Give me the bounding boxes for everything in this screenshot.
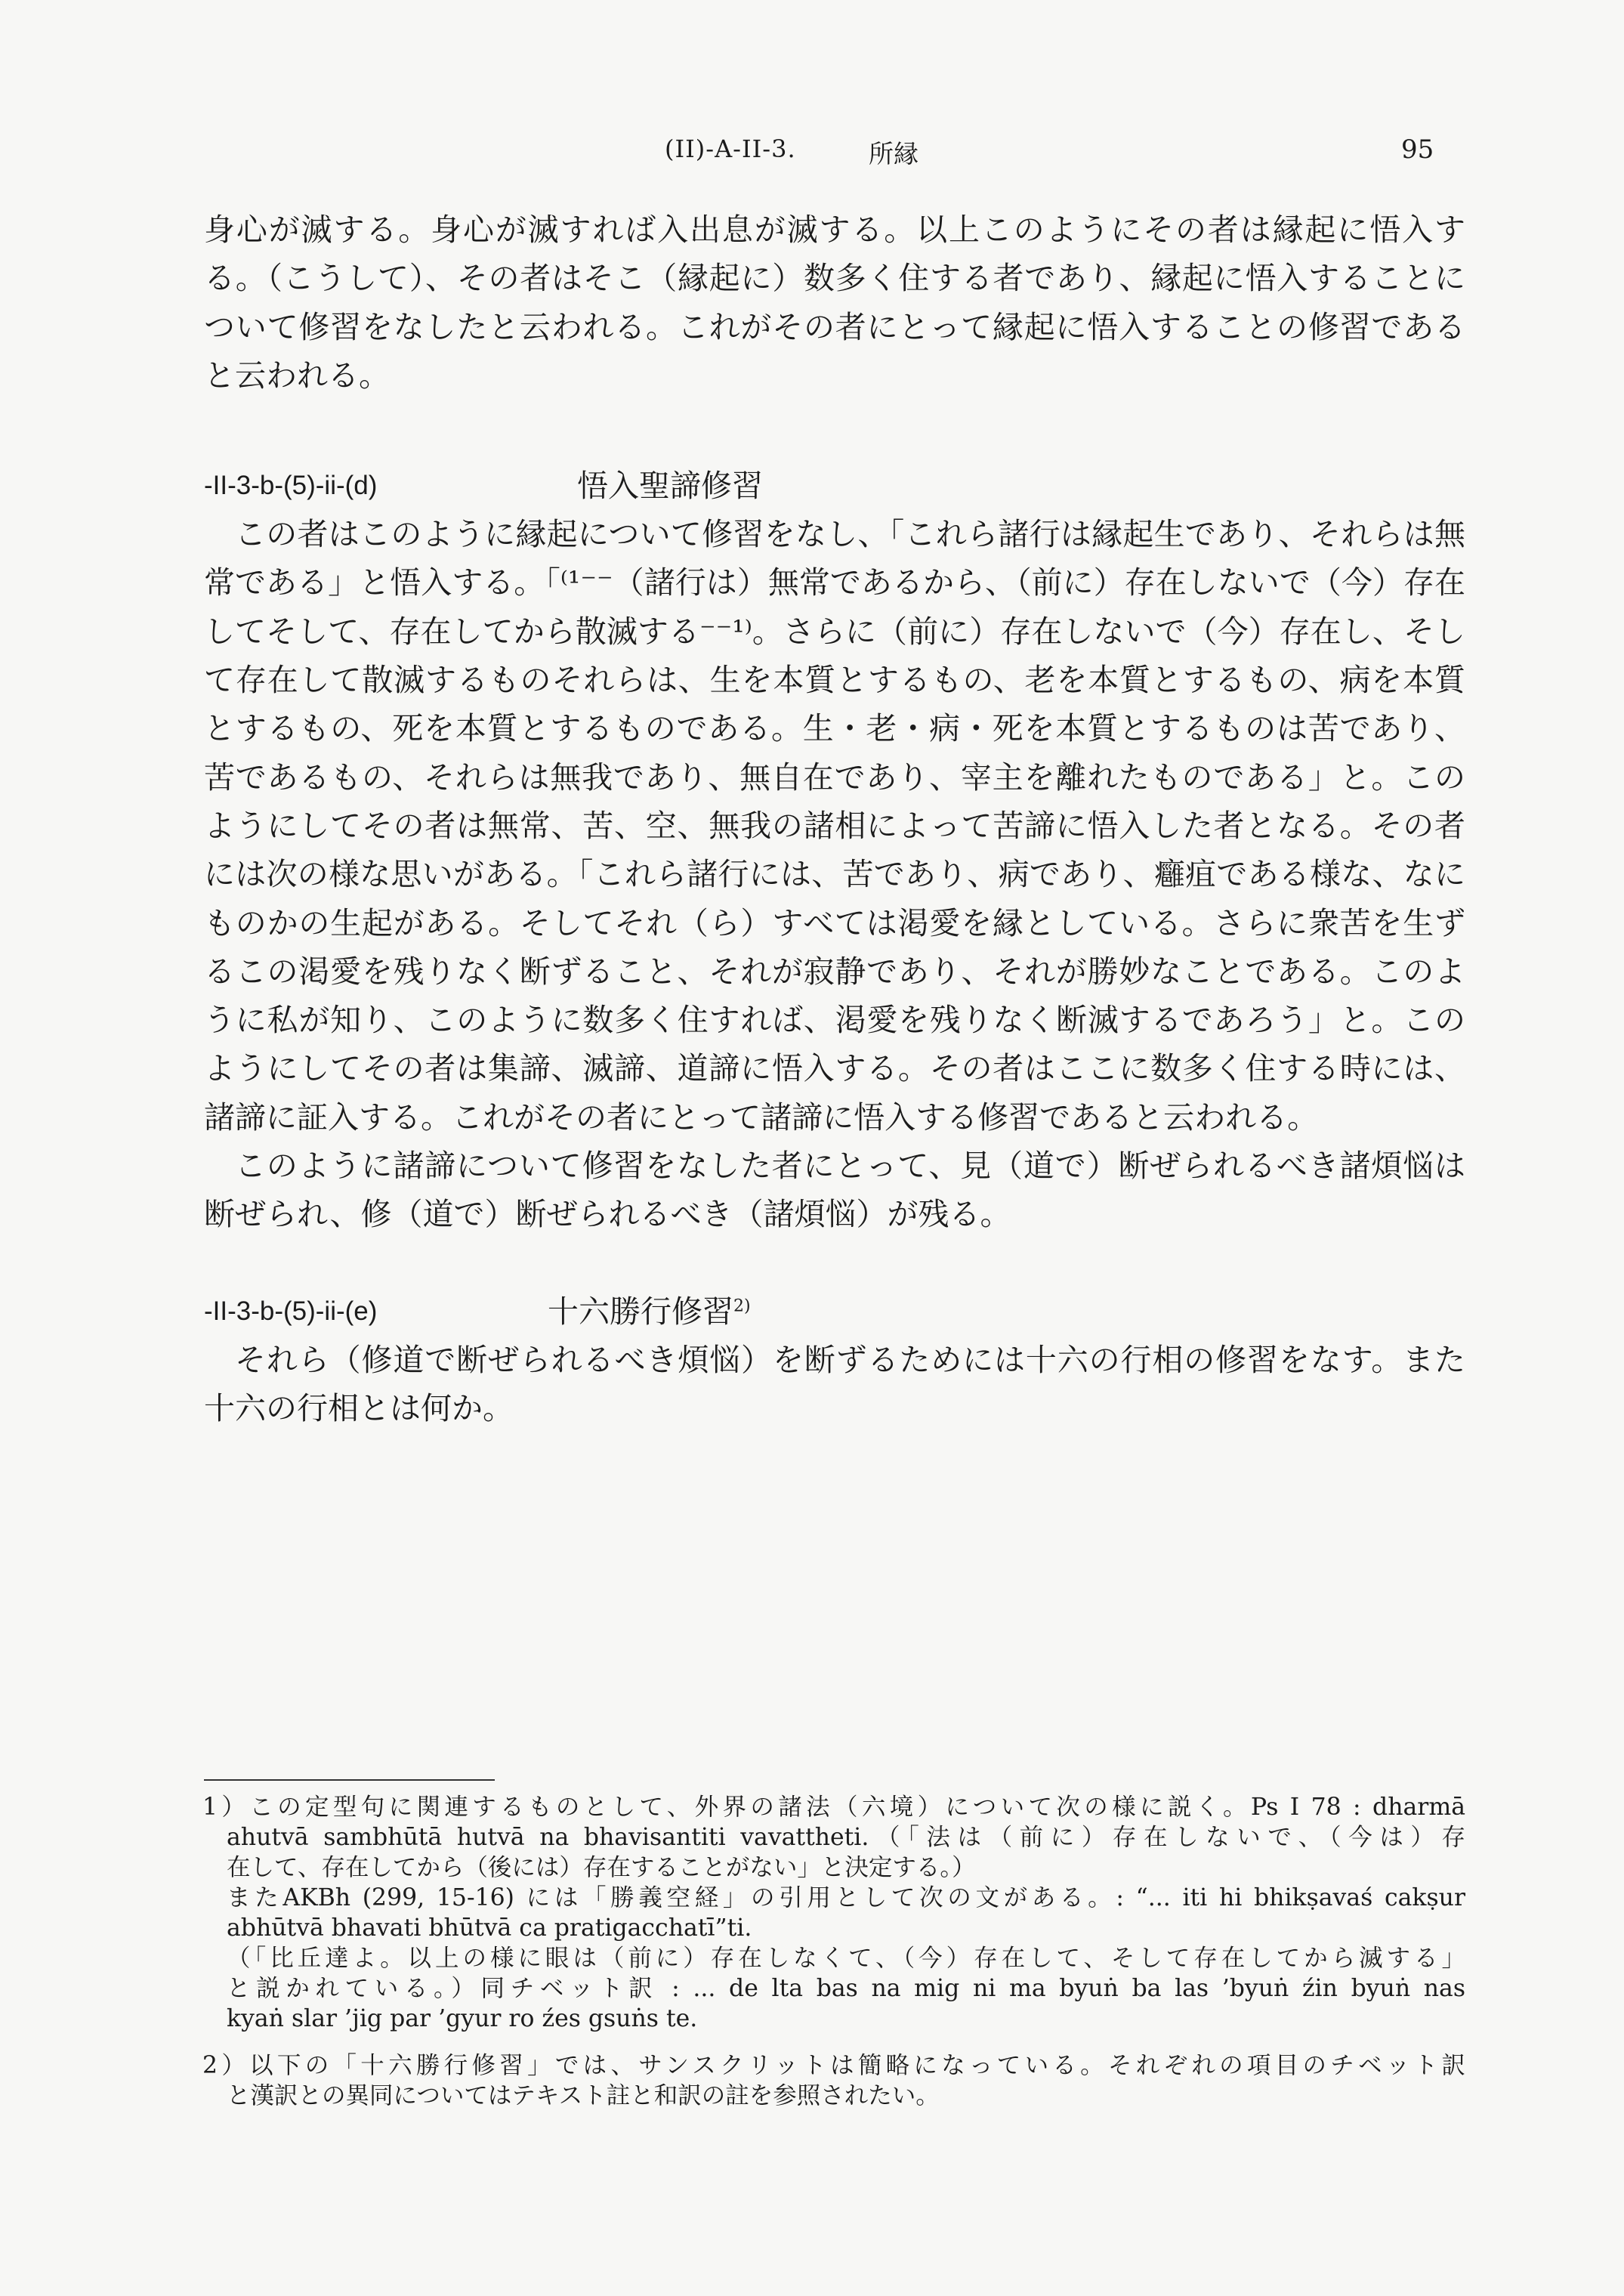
section-d-paragraph-1: この者はこのように縁起について修習をなし、「これら諸行は縁起生であり、それらは無常である」と悟入する。「⁽¹⁻⁻（諸行は）無常であるから、（前に）存在しないで（今）存在してそして、存在してから散滅する⁻⁻¹⁾。さらに（前に）存在しないで（今）存在し、そして存在して散滅するものそれらは、生を本質とするもの、老を本質とするもの、病を本質とするもの、死を本質とするものである。生・老・病・死を本質とするものは苦であり、苦であるもの、それらは無我であり、無自在であり、宰主を離れたものである」と。このようにしてその者は無常、苦、空、無我の諸相によって苦諦に悟入した者となる。その者には次の様な思いがある。「これら諸行には、苦であり、病であり、癰疽である様な、なにものかの生起がある。そしてそれ（ら）すべては渇愛を縁としている。さらに衆苦を生ずるこの渇愛を残りなく断ずること、それが寂静であり、それが勝妙なことである。このように私が知り、このように数多く住すれば、渇愛を残りなく断滅するであろう」と。このようにしてその者は集諦、滅諦、道諦に悟入する。その者はここに数多く住する時には、諸諦に証入する。これがその者にとって諸諦に悟入する修習であると云われる。 xyxy=(204,516,1465,1136)
section-d-paragraph-2: このように諸諦について修習をなした者にとって、見（道で）断ぜられるべき諸煩悩は断ぜられ、修（道で）断ぜられるべき（諸煩悩）が残る。 xyxy=(204,1148,1465,1233)
footnote-line: と説かれている。）同チベット訳 : ... de lta bas na mig ni ma byuṅ ba las ’byuṅ źin byuṅ nas xyxy=(227,1975,1465,2002)
footnote-line: abhūtvā bhavati bhūtvā ca pratigacchatī”ti. xyxy=(227,1914,752,1942)
header-title: 所縁 xyxy=(869,139,919,168)
footnote-line: kyaṅ slar ’jig par ’gyur ro źes gsuṅs te. xyxy=(227,2005,698,2032)
section-id: -II-3-b-(5)-ii-(d) xyxy=(204,471,378,501)
section-e-paragraph-1: それら（修道で断ぜられるべき煩悩）を断ずるためには十六の行相の修習をなす。また十六の行相とは何か。 xyxy=(204,1341,1465,1426)
footnote-line: と漢訳との異同についてはテキスト註と和訳の註を参照されたい。 xyxy=(227,2082,940,2109)
section-id: -II-3-b-(5)-ii-(e) xyxy=(204,1296,378,1326)
section-heading-d xyxy=(204,462,1465,510)
section-title xyxy=(548,1287,751,1336)
footnote-line: 1）この定型句に関連するものとして、外界の諸法（六境）について次の様に説く。Ps I 78 : dharmā xyxy=(202,1794,1465,1821)
footnote-divider xyxy=(204,1779,495,1781)
intro-paragraph: 身心が滅する。身心が滅すれば入出息が滅する。以上このようにその者は縁起に悟入する。（こうして）、その者はそこ（縁起に）数多く住する者であり、縁起に悟入することについて修習をなしたと云われる。これがその者にとって縁起に悟入することの修習であると云われる。 xyxy=(204,212,1465,394)
footnote-line: またAKBh (299, 15-16) には「勝義空経」の引用として次の文がある。: “... iti hi bhikṣavaś cakṣur xyxy=(227,1884,1465,1911)
section-title-text: 十六勝行修習 xyxy=(548,1293,733,1330)
main-text xyxy=(204,205,1465,1432)
footnote-line: 2）以下の「十六勝行修習」では、サンスクリットは簡略になっている。それぞれの項目のチベット訳 xyxy=(202,2052,1465,2079)
section-heading-e xyxy=(204,1287,1465,1336)
footnote-line: （「比丘達よ。以上の様に眼は（前に）存在しなくて、（今）存在して、そして存在してから滅する」 xyxy=(227,1945,1465,1972)
footnotes xyxy=(202,1792,1465,2111)
footnote-line: 在して、存在してから（後には）存在することがない」と決定する。） xyxy=(227,1854,976,1881)
page-number: 95 xyxy=(1401,134,1434,165)
running-header xyxy=(0,134,1624,180)
header-section-number: (II)-A-II-3. xyxy=(665,134,796,163)
footnote-ref: 2) xyxy=(733,1296,751,1315)
footnote-line: ahutvā sambhūtā hutvā na bhavisantiti vavattheti.（「法は（前に）存在しないで、（今は）存 xyxy=(227,1824,1465,1851)
section-title: 悟入聖諦修習 xyxy=(577,468,763,505)
